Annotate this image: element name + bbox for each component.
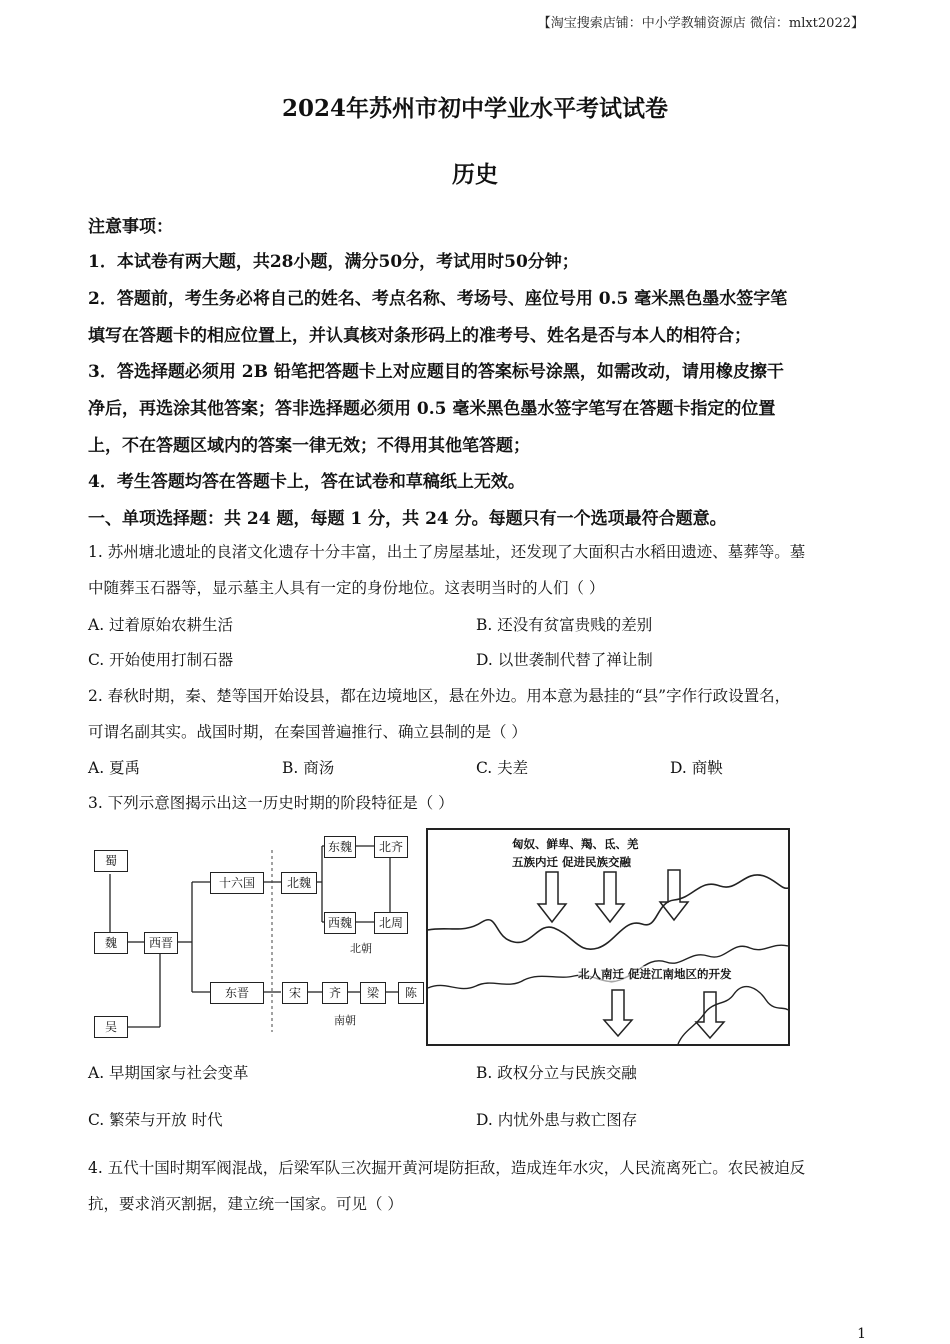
map-label-south: 北人南迁 促进江南地区的开发 [578, 967, 732, 981]
question-text: 2. 春秋时期，秦、楚等国开始设县，都在边境地区，悬在外边。用本意为悬挂的“县”字作行政设置名， [88, 687, 791, 705]
box-shu: 蜀 [94, 850, 128, 872]
map-label-north: 五族内迁 促进民族交融 [512, 855, 632, 869]
option-c: C. 开始使用打制石器 [88, 651, 234, 669]
north-dynasty-label: 北朝 [350, 942, 372, 955]
option-d: D. 内忧外患与救亡图存 [476, 1111, 638, 1129]
option-c: C. 夫差 [476, 759, 529, 777]
notice-line: 填写在答题卡的相应位置上，并认真核对条形码上的准考号、姓名是否与本人的相符合； [88, 326, 751, 346]
option-c: C. 繁荣与开放 时代 [88, 1111, 223, 1129]
page-number: 1 [857, 1326, 866, 1342]
box-liang: 梁 [360, 982, 386, 1004]
option-a: A. 过着原始农耕生活 [88, 616, 234, 634]
map-label-tribes: 匈奴、鲜卑、羯、氐、羌 [512, 837, 639, 851]
question-text: 中随葬玉石器等，显示墓主人具有一定的身份地位。这表明当时的人们（ ） [88, 579, 605, 597]
box-xiwei: 西魏 [324, 912, 356, 934]
notice-heading: 注意事项： [88, 217, 173, 237]
notice-line: 1．本试卷有两大题，共28小题，满分50分，考试用时50分钟； [88, 252, 579, 272]
option-a: A. 早期国家与社会变革 [88, 1064, 249, 1082]
box-shiliuguo: 十六国 [210, 872, 264, 894]
exam-title: 2024年苏州市初中学业水平考试试卷 [281, 95, 668, 122]
question-text: 1. 苏州塘北遗址的良渚文化遗存十分丰富，出土了房屋基址，还发现了大面积古水稻田遗迹、墓葬等。墓 [88, 543, 806, 561]
header-note: 【淘宝搜索店铺：中小学教辅资源店 微信：mlxt2022】 [537, 16, 864, 31]
box-dongjin: 东晋 [210, 982, 264, 1004]
south-dynasty-label: 南朝 [334, 1014, 356, 1027]
notice-line: 上，不在答题区域内的答案一律无效；不得用其他笔答题； [88, 436, 530, 456]
notice-line: 4．考生答题均答在答题卡上，答在试卷和草稿纸上无效。 [88, 472, 525, 492]
section-heading: 一、单项选择题：共 24 题，每题 1 分，共 24 分。每题只有一个选项最符合题意。 [88, 509, 727, 529]
option-a: A. 夏禹 [88, 759, 141, 777]
box-wei: 魏 [94, 932, 128, 954]
box-qi: 齐 [322, 982, 348, 1004]
notice-line: 净后，再选涂其他答案；答非选择题必须用 0.5 毫米黑色墨水签字笔写在答题卡指定的位置 [88, 399, 776, 419]
option-d: D. 以世袭制代替了禅让制 [476, 651, 653, 669]
subject-title: 历史 [452, 161, 498, 188]
question-text: 4. 五代十国时期军阀混战，后梁军队三次掘开黄河堤防拒敌，造成连年水灾，人民流离死亡。农民被迫反 [88, 1159, 806, 1177]
question-text: 3. 下列示意图揭示出这一历史时期的阶段特征是（ ） [88, 794, 454, 812]
question-text: 可谓名副其实。战国时期，在秦国普遍推行、确立县制的是（ ） [88, 723, 527, 741]
question-text: 抗，要求消灭割据，建立统一国家。可见（ ） [88, 1195, 403, 1213]
box-dongwei: 东魏 [324, 836, 356, 858]
option-b: B. 商汤 [282, 759, 335, 777]
migration-map [426, 828, 790, 1046]
box-wu: 吴 [94, 1016, 128, 1038]
q3-diagram [88, 822, 788, 1044]
notice-line: 2．答题前，考生务必将自己的姓名、考点名称、考场号、座位号用 0.5 毫米黑色墨水签字笔 [88, 289, 788, 309]
box-song: 宋 [282, 982, 308, 1004]
option-b: B. 政权分立与民族交融 [476, 1064, 637, 1082]
box-xijin: 西晋 [144, 932, 178, 954]
option-d: D. 商鞅 [670, 759, 723, 777]
box-beiqi: 北齐 [374, 836, 408, 858]
box-beizhou: 北周 [374, 912, 408, 934]
notice-line: 3．答选择题必须用 2B 铅笔把答题卡上对应题目的答案标号涂黑，如需改动，请用橡皮擦干 [88, 362, 784, 382]
box-beiwei: 北魏 [281, 872, 317, 894]
option-b: B. 还没有贫富贵贱的差别 [476, 616, 653, 634]
box-chen: 陈 [398, 982, 424, 1004]
